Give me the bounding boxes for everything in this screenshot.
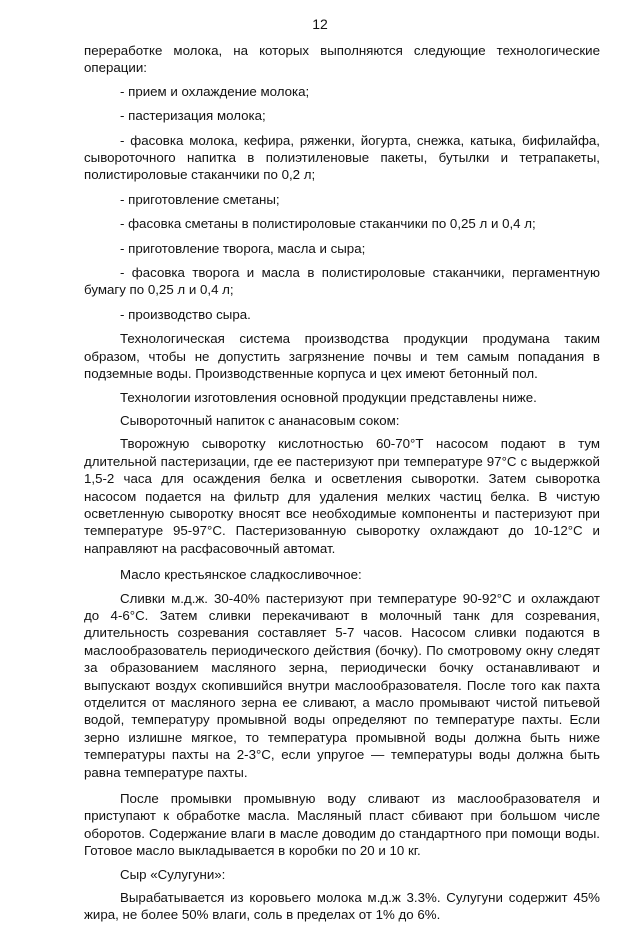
paragraph-suluguni: Вырабатывается из коровьего молока м.д.ж 3.3%. Сулугуни содержит 45% жира, не более 50% влаги, соль в пределах от 1% до 6%.	[84, 890, 600, 923]
list-item: - приготовление творога, масла и сыра;	[120, 240, 366, 256]
list-item: - фасовка молока, кефира, ряженки, йогурта, снежка, катыка, бифилайфа, сывороточного напитка в полиэтиленовые пакеты, бутылки и тетрапакеты, полистироловые стаканчики по 0,2 л;	[84, 132, 600, 183]
list-item: - пастеризация молока;	[120, 108, 266, 124]
document-body	[84, 42, 600, 930]
paragraph-butter-processing: После промывки промывную воду сливают из маслообразователя и приступают к обработке масла. Масляный пласт сбивают при большом числе оборотов. Содержание влаги в масле доводим до стандартного при помощи воды. Готовое масло выкладывается в коробки по 20 и 10 кг.	[84, 791, 600, 859]
page-number: 12	[312, 16, 328, 32]
list-item: - производство сыра.	[120, 306, 251, 322]
section-heading-butter: Масло крестьянское сладкосливочное:	[120, 567, 362, 583]
paragraph-whey-drink: Творожную сыворотку кислотностью 60-70°Т насосом подают в тум длительной пастеризации, где ее пастеризуют при температуре 97°С с выдержкой 1,5-2 часа для осаждения белка и осветления сыворотки. Затем сыворотка насосом подается на фильтр для удаления мелких частиц белка. В чистую осветленную сыворотку вносят все необходимые компоненты и пастеризуют при температуре 95-97°С. Пастеризованную сыворотку охлаждают до 10-12°С и направляют на расфасовочный автомат.	[84, 436, 600, 556]
list-item: - приготовление сметаны;	[120, 191, 280, 207]
paragraph-butter: Сливки м.д.ж. 30-40% пастеризуют при температуре 90-92°С и охлаждают до 4-6°С. Затем сливки перекачивают в молочный танк для созревания, длительность созревания составляет 5-7 часов. Насосом сливки подаются в маслообразователь периодического действия (бочку). По смотровому окну следят за образованием масляного зерна, периодически бочку останавливают и выпускают воздух скопившийся внутри маслообразователя. После того как пахта отделится от масляного зерна ее сливают, а масло промывают чистой питьевой водой, температуру промывной воды определяют по температуре пахты. Если зерно излишне мягкое, то температура промывной воды должна быть ниже температуры пахты на 2-3°С, если упругое — температуры воды должна быть равна температуре пахты.	[84, 590, 600, 780]
list-item: - фасовка сметаны в полистироловые стаканчики по 0,25 л и 0,4 л;	[120, 216, 536, 232]
paragraph-tech-intro: Технологии изготовления основной продукции представлены ниже.	[120, 389, 537, 405]
section-heading-suluguni: Сыр «Сулугуни»:	[120, 866, 226, 882]
list-item: - фасовка творога и масла в полистироловые стаканчики, пергаментную бумагу по 0,25 л и 0,4 л;	[84, 265, 600, 298]
section-heading-whey-drink: Сывороточный напиток с ананасовым соком:	[120, 412, 400, 428]
paragraph-intro: переработке молока, на которых выполняются следующие технологические операции:	[84, 43, 600, 76]
paragraph-tech-system: Технологическая система производства продукции продумана таким образом, чтобы не допустить загрязнение почвы и тем самым попадания в подземные воды. Производственные корпуса и цех имеют бетонный пол.	[84, 331, 600, 382]
list-item: - прием и охлаждение молока;	[120, 83, 310, 99]
